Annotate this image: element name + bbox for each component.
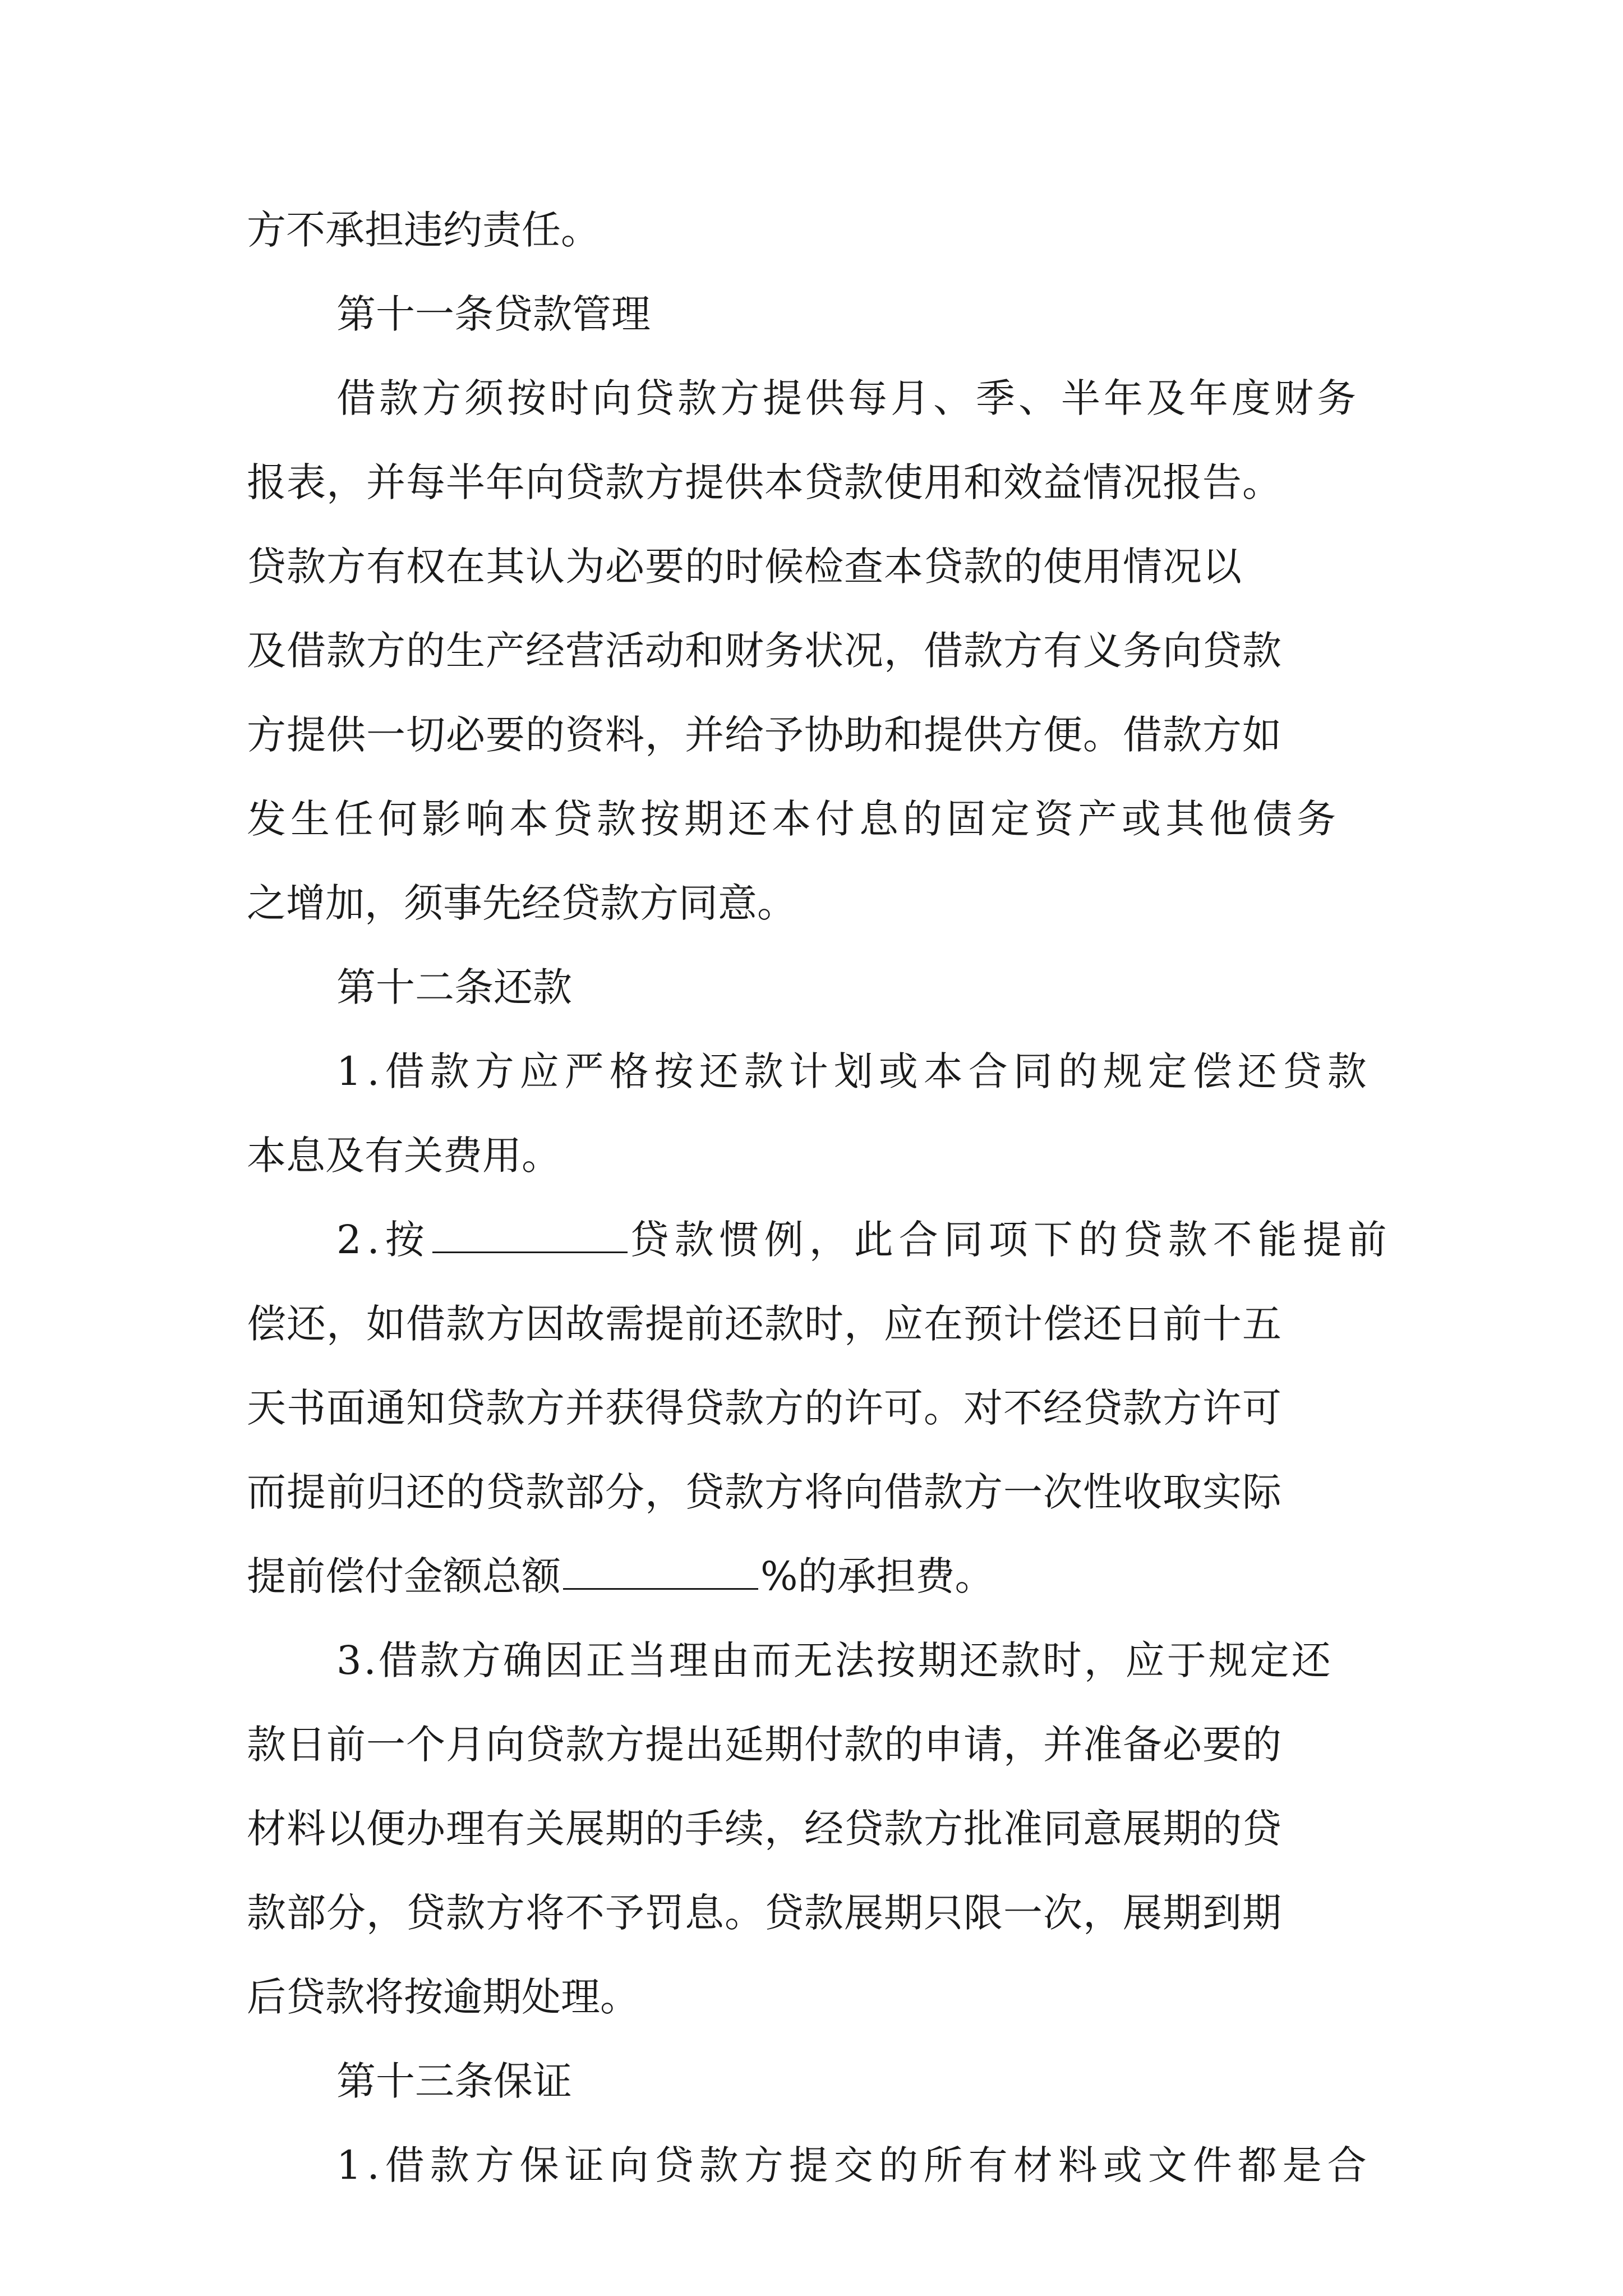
- section-heading: 第十二条还款: [336, 964, 572, 1010]
- paragraph-line: 之增加，须事先经贷款方同意。: [247, 880, 796, 926]
- paragraph-line: 偿还，如借款方因故需提前还款时，应在预计偿还日前十五: [247, 1301, 1282, 1347]
- paragraph-line: 本息及有关费用。: [247, 1133, 561, 1179]
- clause-number-text: 2.按: [336, 1217, 430, 1263]
- paragraph-line: 及借款方的生产经营活动和财务状况，借款方有义务向贷款: [247, 628, 1282, 674]
- text-line: 方不承担违约责任。: [247, 207, 600, 253]
- paragraph-line: 款日前一个月向贷款方提出延期付款的申请，并准备必要的: [247, 1722, 1282, 1768]
- paragraph-line: [336, 1206, 1393, 1273]
- paragraph-line: 1.借款方应严格按还款计划或本合同的规定偿还贷款: [336, 1048, 1372, 1094]
- paragraph-line: 材料以便办理有关展期的手续，经贷款方批准同意展期的贷: [247, 1806, 1282, 1852]
- paragraph-line: 贷款方有权在其认为必要的时候检查本贷款的使用情况以: [247, 544, 1242, 590]
- section-heading: 第十三条保证: [336, 2058, 572, 2104]
- paragraph-line: 3.借款方确因正当理由而无法按期还款时，应于规定还: [336, 1637, 1333, 1683]
- paragraph-text: %的承担费。: [760, 1553, 994, 1599]
- paragraph-line: 后贷款将按逾期处理。: [247, 1974, 639, 2020]
- paragraph-line: 借款方须按时向贷款方提供每月、季、半年及年度财务: [336, 375, 1359, 421]
- paragraph-line: 款部分，贷款方将不予罚息。贷款展期只限一次，展期到期: [247, 1890, 1282, 1936]
- paragraph-line: 方提供一切必要的资料，并给予协助和提供方便。借款方如: [247, 712, 1282, 758]
- paragraph-text: 提前偿付金额总额: [247, 1553, 561, 1599]
- paragraph-line: [247, 1543, 994, 1610]
- paragraph-line: 报表，并每半年向贷款方提供本贷款使用和效益情况报告。: [247, 459, 1282, 505]
- fill-in-blank: [432, 1217, 628, 1253]
- paragraph-line: 而提前归还的贷款部分，贷款方将向借款方一次性收取实际: [247, 1469, 1282, 1515]
- paragraph-text: 贷款惯例，此合同项下的贷款不能提前: [629, 1217, 1393, 1263]
- paragraph-line: 天书面通知贷款方并获得贷款方的许可。对不经贷款方许可: [247, 1385, 1282, 1431]
- paragraph-line: 发生任何影响本贷款按期还本付息的固定资产或其他债务: [247, 796, 1340, 842]
- section-heading: 第十一条贷款管理: [336, 291, 651, 337]
- fill-in-blank: [563, 1553, 758, 1590]
- paragraph-line: 1.借款方保证向贷款方提交的所有材料或文件都是合: [336, 2142, 1372, 2188]
